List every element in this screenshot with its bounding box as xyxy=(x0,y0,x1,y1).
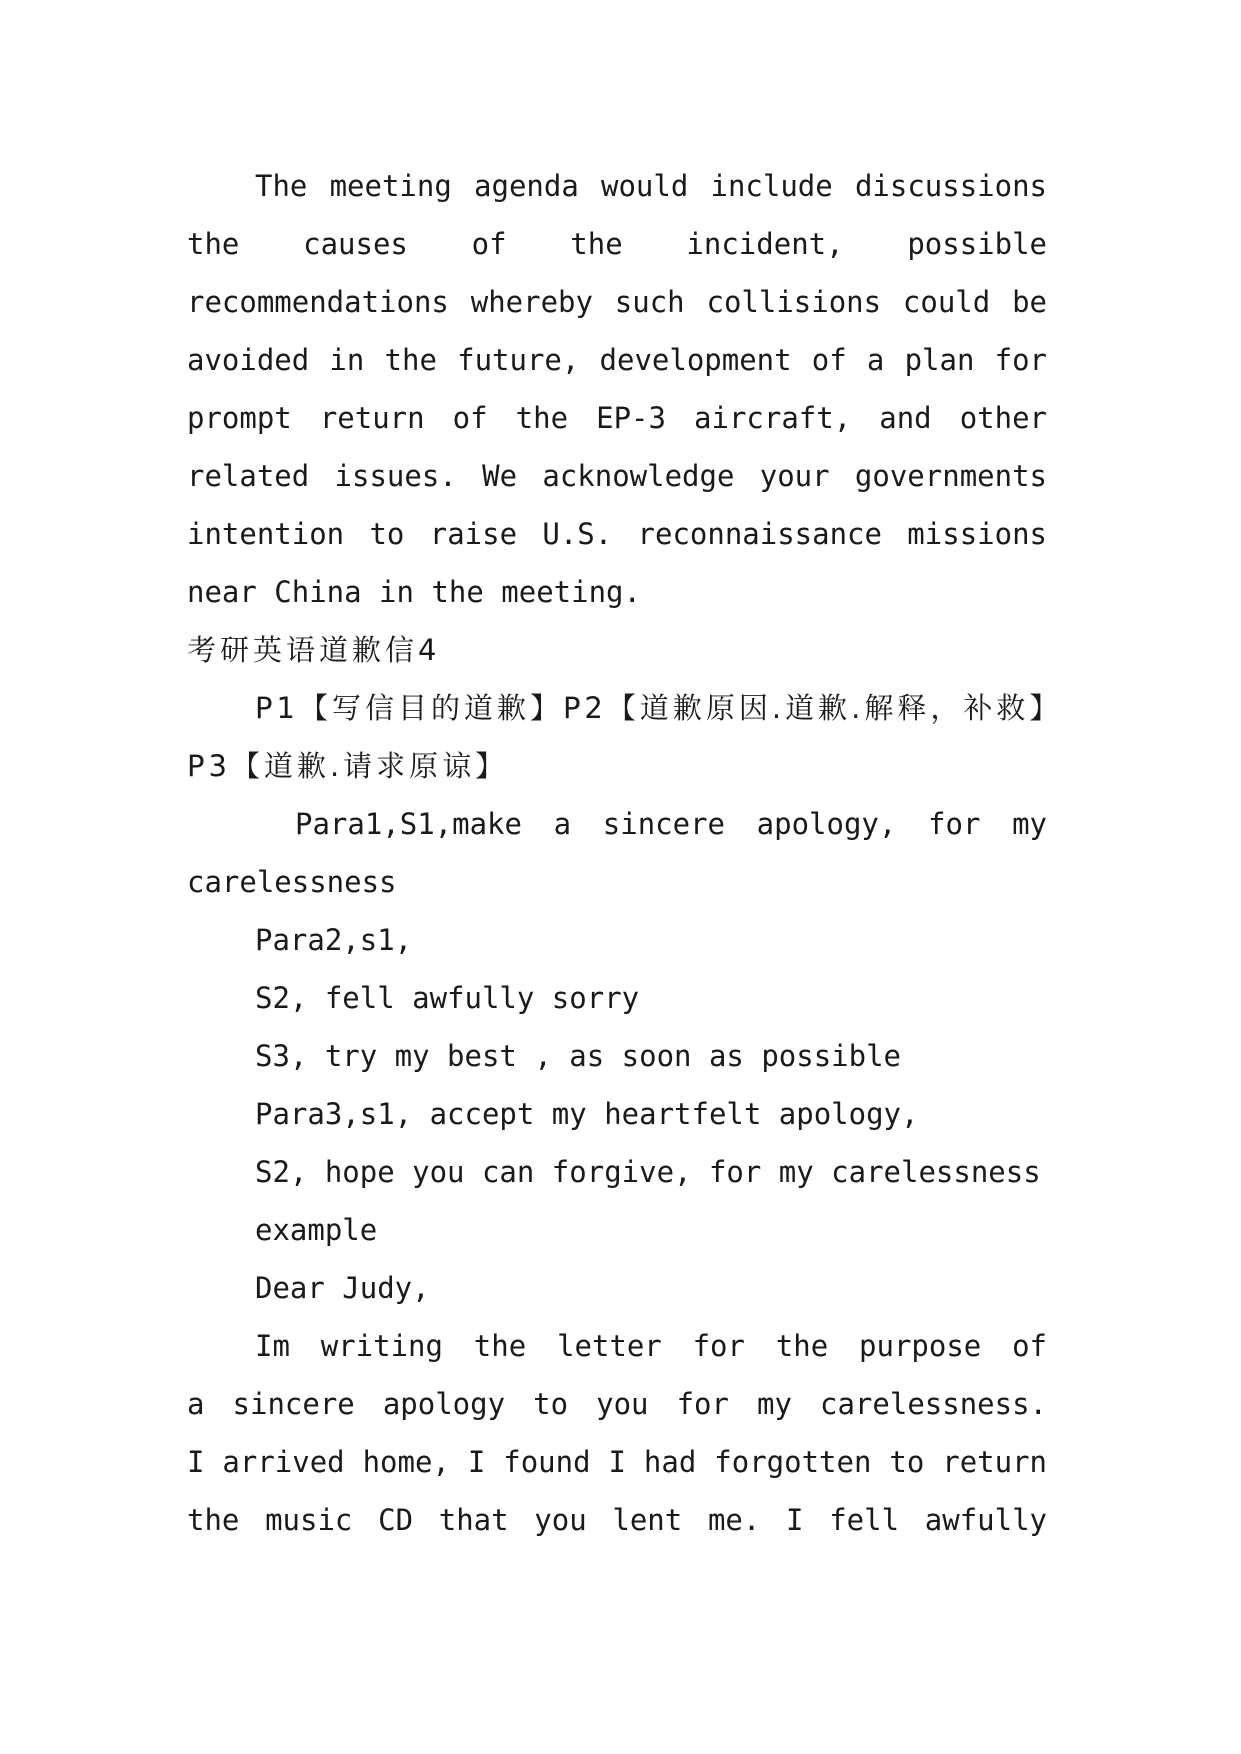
letter-line: a sincere apology to you for my carelessness. xyxy=(187,1387,1047,1421)
letter-line: Im writing the letter for the purpose of xyxy=(255,1329,1047,1363)
paragraph-line: prompt return of the EP-3 aircraft, and other xyxy=(187,401,1047,435)
paragraph-line: avoided in the future, development of a plan for xyxy=(187,343,1047,377)
paragraph-line: near China in the meeting. xyxy=(187,575,641,609)
paragraph-line: recommendations whereby such collisions could be xyxy=(187,285,1047,319)
paragraph-line: related issues. We acknowledge your governments xyxy=(187,459,1047,493)
section-heading: 考研英语道歉信4 xyxy=(187,633,441,667)
outline-line: S2, fell awfully sorry xyxy=(255,981,640,1015)
outline-line: Para2,s1, xyxy=(255,923,413,957)
document-page xyxy=(187,157,1063,1549)
outline-line: S3, try my best , as soon as possible xyxy=(255,1039,902,1073)
outline-line: carelessness xyxy=(187,865,397,899)
example-label: example xyxy=(255,1213,378,1247)
outline-line: P3【道歉.请求原谅】 xyxy=(187,749,509,783)
letter-line: I arrived home, I found I had forgotten to return xyxy=(187,1445,1047,1479)
outline-line: P1【写信目的道歉】P2【道歉原因.道歉.解释，补救】 xyxy=(255,691,1063,725)
paragraph-line: intention to raise U.S. reconnaissance missions xyxy=(187,517,1047,551)
outline-line: Para3,s1, accept my heartfelt apology, xyxy=(255,1097,919,1131)
outline-line: S2, hope you can forgive, for my carelessness xyxy=(255,1155,1041,1189)
outline-line: Para1,S1,make a sincere apology, for my xyxy=(295,807,1047,841)
salutation: Dear Judy, xyxy=(255,1271,430,1305)
paragraph-line: The meeting agenda would include discussions xyxy=(255,169,1047,203)
letter-line: the music CD that you lent me. I fell awfully xyxy=(187,1503,1047,1537)
paragraph-line: the causes of the incident, possible xyxy=(187,227,1047,261)
